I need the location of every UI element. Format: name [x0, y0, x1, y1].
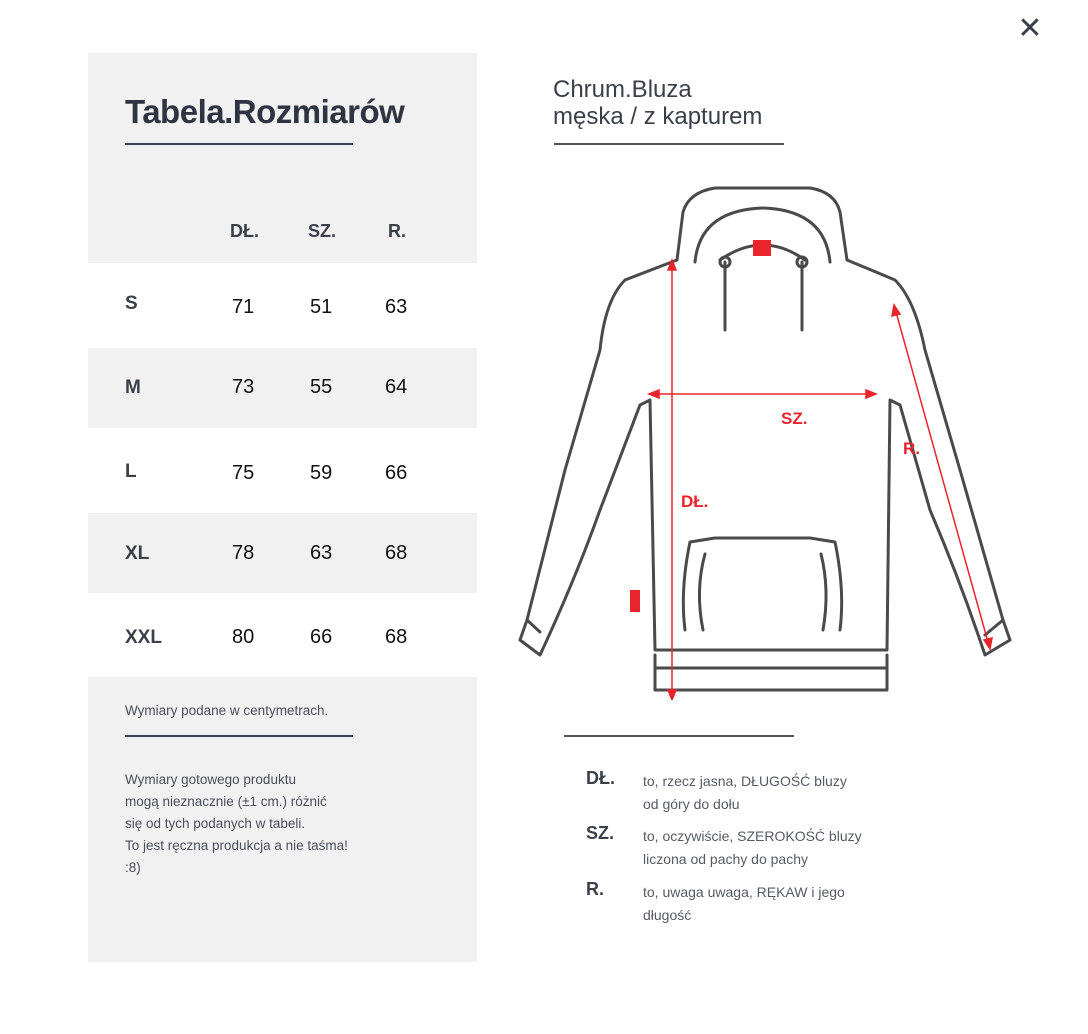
- size-table-panel: [88, 53, 477, 962]
- table-header-band: [88, 53, 477, 263]
- table-cell: 68: [385, 626, 408, 648]
- side-tag-icon: [630, 590, 640, 612]
- table-cell: 55: [310, 376, 333, 398]
- product-title-line1: Chrum.Bluza: [553, 76, 692, 103]
- size-label-xl: XL: [125, 543, 150, 564]
- table-cell: 78: [232, 542, 255, 564]
- diagram-label-dl: DŁ.: [681, 492, 709, 511]
- table-cell: 59: [310, 462, 333, 484]
- table-cell: 63: [385, 296, 408, 318]
- table-cell: 75: [232, 462, 255, 484]
- column-header-dl: DŁ.: [230, 221, 259, 241]
- legend-underline: [564, 735, 794, 737]
- hoodie-outline: [520, 188, 1010, 690]
- title-underline: [125, 143, 353, 145]
- diagram-label-sz: SZ.: [781, 409, 808, 428]
- tolerance-note: Wymiary gotowego produktu mogą nieznacznie (±1 cm.) różnić się od tych podanych w tabeli. To jest ręczna produkcja a nie taśma! :8): [125, 772, 348, 875]
- diagram-label-r: R.: [903, 439, 920, 458]
- legend-key: R.: [586, 879, 604, 899]
- legend-key: DŁ.: [586, 768, 615, 788]
- legend-text: to, oczywiście, SZEROKOŚĆ bluzy liczona od pachy do pachy: [643, 828, 862, 867]
- table-cell: 63: [310, 542, 333, 564]
- product-title-line2: męska / z kapturem: [553, 103, 763, 130]
- sleeve-arrow-head: [892, 305, 900, 316]
- width-arrow-head: [866, 390, 876, 398]
- width-arrow-head: [649, 390, 659, 398]
- table-cell: 71: [232, 296, 255, 318]
- table-cell: 66: [310, 626, 333, 648]
- table-cell: 80: [232, 626, 255, 648]
- table-cell: 66: [385, 462, 408, 484]
- length-arrow-head: [668, 690, 676, 700]
- size-label-xxl: XXL: [125, 627, 162, 648]
- table-cell: 51: [310, 296, 333, 318]
- product-title: [553, 76, 762, 130]
- legend-key: SZ.: [586, 823, 615, 843]
- notes-underline: [125, 735, 353, 737]
- close-icon: ✕: [1017, 10, 1043, 46]
- hoodie-tag-icon: [753, 240, 771, 256]
- size-label-l: L: [125, 461, 137, 482]
- table-cell: 73: [232, 376, 255, 398]
- table-cell: 68: [385, 542, 408, 564]
- sleeve-arrow-head: [984, 638, 992, 649]
- product-title-underline: [554, 143, 784, 145]
- table-title: Tabela.Rozmiarów: [125, 93, 405, 130]
- column-header-sz: SZ.: [308, 221, 337, 241]
- sleeve-arrow: [896, 312, 988, 642]
- legend-text: to, uwaga uwaga, RĘKAW i jego długość: [643, 884, 845, 923]
- close-button[interactable]: [1014, 12, 1046, 44]
- column-header-r: R.: [388, 221, 406, 241]
- hoodie-diagram: [505, 170, 1017, 700]
- units-note: Wymiary podane w centymetrach.: [125, 703, 329, 718]
- row-band-m: [88, 348, 477, 428]
- size-label-m: M: [125, 377, 141, 398]
- table-cell: 64: [385, 376, 408, 398]
- legend-text: to, rzecz jasna, DŁUGOŚĆ bluzy od góry do dołu: [643, 773, 847, 812]
- measure-arrows: [649, 260, 992, 700]
- size-label-s: S: [125, 293, 138, 314]
